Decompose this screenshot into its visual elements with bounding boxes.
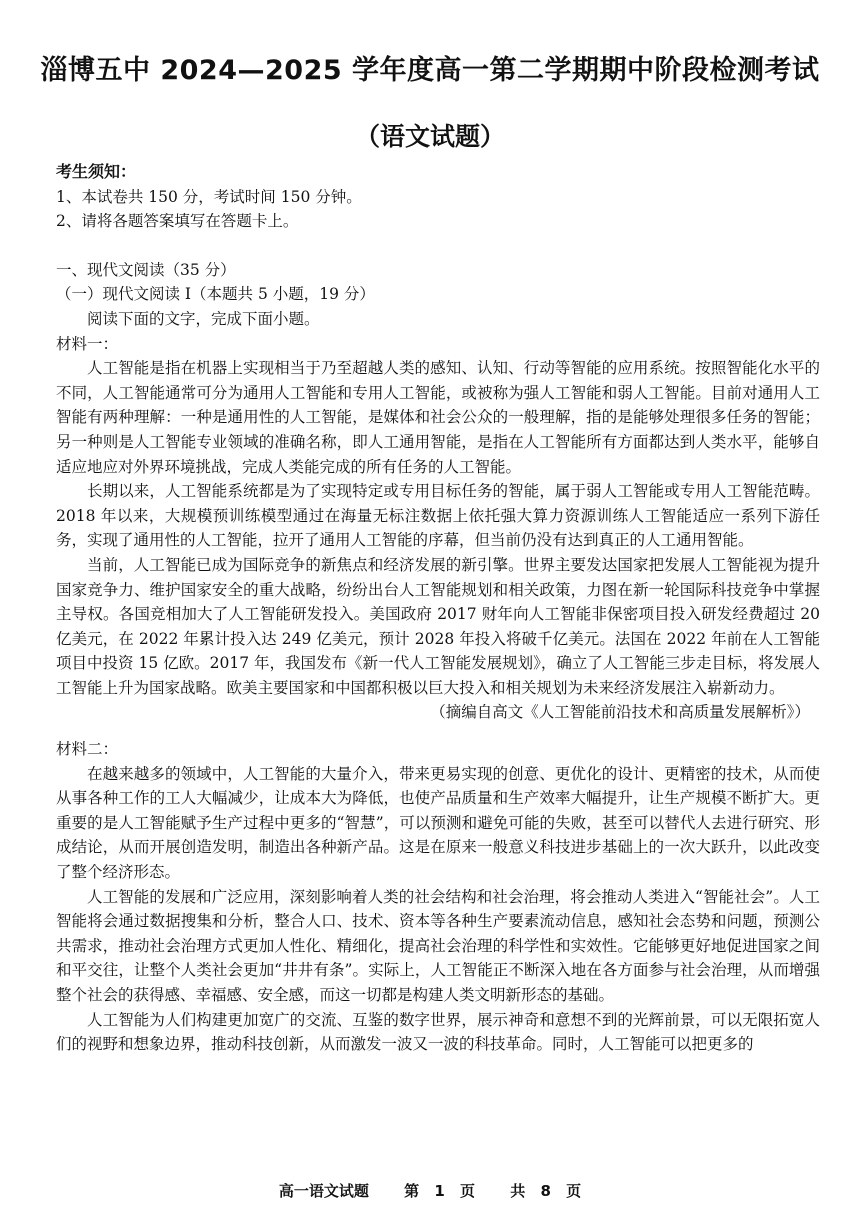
material-1-source: （摘编自高文《人工智能前沿技术和高质量发展解析》）: [430, 703, 810, 722]
footer-page-number: 第 1 页: [404, 1182, 475, 1200]
material-1-paragraph: 长期以来，人工智能系统都是为了实现特定或专用目标任务的智能，属于弱人工智能或专用人工智能范畴。2018 年以来，大规模预训练模型通过在海量无标注数据上依托强大算力资源训练人工智能适应一系列下游任务，实现了通用性的人工智能，拉开了通用人工智能的序幕，但当前仍没有达到真正的人工通用智能。: [56, 482, 820, 550]
page-footer: [0, 1180, 860, 1201]
notice-item: 2、请将各题答案填写在答题卡上。: [56, 212, 299, 231]
material-2-paragraph: 在越来越多的领域中，人工智能的大量介入，带来更易实现的创意、更优化的设计、更精密的技术，从而使从事各种工作的工人大幅减少，让成本大为降低，也使产品质量和生产效率大幅提升，让生产规模不断扩大。更重要的是人工智能赋予生产过程中更多的“智慧”，可以预测和避免可能的失败，甚至可以替代人去进行研究、形成结论，从而开展创造发明，制造出各种新产品。这是在原来一般意义科技进步基础上的一次大跃升，以此改变了整个经济形态。: [56, 764, 820, 882]
exam-subtitle: （语文试题）: [354, 122, 505, 151]
material-1-paragraph: 当前，人工智能已成为国际竞争的新焦点和经济发展的新引擎。世界主要发达国家把发展人工智能视为提升国家竞争力、维护国家安全的重大战略，纷纷出台人工智能规划和相关政策，力图在新一轮国际科技竞争中掌握主导权。各国竞相加大了人工智能研发投入。美国政府 2017 财年向人工智能非保密项目投入研发经费超过 20 亿美元，在 2022 年累计投入达 249 亿美元，预计 2028 年投入将破千亿美元。法国在 2022 年前在人工智能项目中投资 15 亿欧。2017 年，我国发布《新一代人工智能发展规划》，确立了人工智能三步走目标，将发展人工智能上升为国家战略。欧美主要国家和中国都积极以巨大投入和相关规划为未来经济发展注入崭新动力。: [56, 555, 820, 697]
material-1-label: 材料一：: [56, 334, 119, 353]
footer-page-total: 共 8 页: [510, 1182, 582, 1200]
material-2-label: 材料二：: [56, 740, 119, 759]
section-subtitle: （一）现代文阅读 I（本题共 5 小题，19 分）: [56, 285, 375, 304]
section-instruction: 阅读下面的文字，完成下面小题。: [87, 309, 320, 328]
section-title: 一、现代文阅读（35 分）: [56, 260, 236, 279]
material-2-paragraph: 人工智能为人们构建更加宽广的交流、互鉴的数字世界，展示神奇和意想不到的光辉前景，可以无限拓宽人们的视野和想象边界，推动科技创新，从而激发一波又一波的科技革命。同时，人工智能可以把更多的: [56, 1010, 820, 1054]
notice-title: 考生须知：: [56, 162, 137, 181]
material-1-paragraph: 人工智能是指在机器上实现相当于乃至超越人类的感知、认知、行动等智能的应用系统。按照智能化水平的不同，人工智能通常可分为通用人工智能和专用人工智能，或被称为强人工智能和弱人工智能。目前对通用人工智能有两种理解：一种是通用性的人工智能，是媒体和社会公众的一般理解，指的是能够处理很多任务的智能；另一种则是人工智能专业领域的准确名称，即人工通用智能，是指在人工智能所有方面都达到人类水平，能够自适应地应对外界环境挑战，完成人类能完成的所有任务的人工智能。: [56, 359, 820, 476]
notice-item: 1、本试卷共 150 分，考试时间 150 分钟。: [56, 187, 362, 206]
exam-title: 淄博五中 2024—2025 学年度高一第二学期期中阶段检测考试: [40, 55, 820, 86]
footer-subject: 高一语文试题: [278, 1182, 369, 1200]
exam-body: [56, 160, 820, 1057]
material-2-paragraph: 人工智能的发展和广泛应用，深刻影响着人类的社会结构和社会治理，将会推动人类进入“智能社会”。人工智能将会通过数据搜集和分析，整合人口、技术、资本等各种生产要素流动信息，感知社会态势和问题，预测公共需求，推动社会治理方式更加人性化、精细化，提高社会治理的科学性和实效性。它能够更好地促进国家之间和平交往，让整个人类社会更加“井井有条”。实际上，人工智能正不断深入地在各方面参与社会治理，从而增强整个社会的获得感、幸福感、安全感，而这一切都是构建人类文明新形态的基础。: [56, 887, 820, 1004]
